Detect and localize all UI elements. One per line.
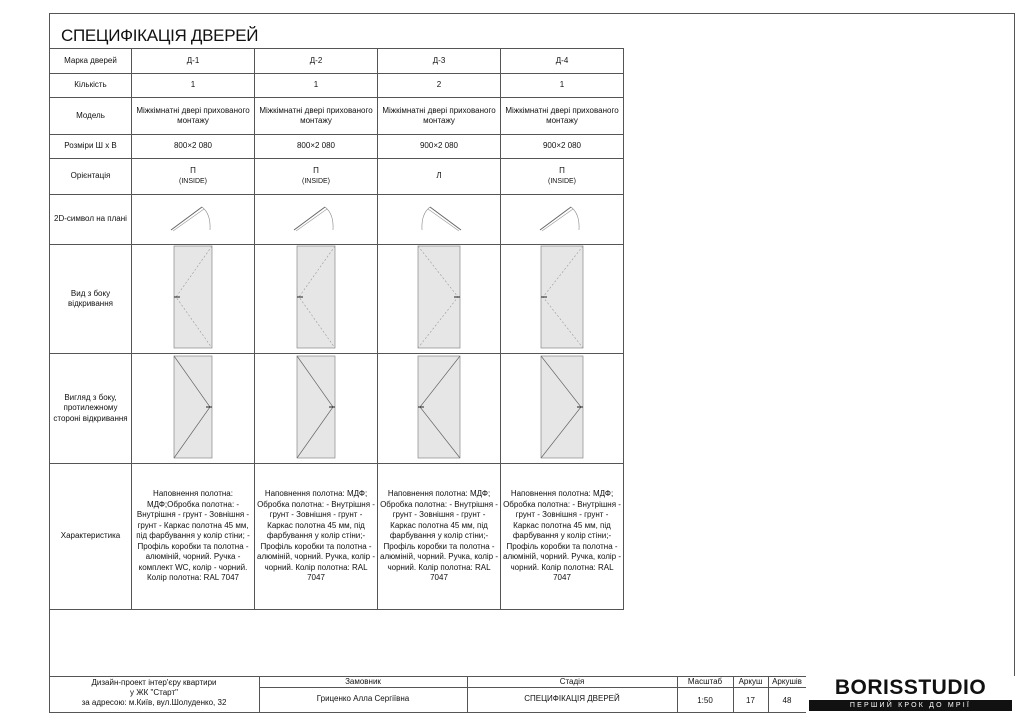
door-elevation-opposite: [296, 355, 336, 459]
project-line: у ЖК "Старт": [130, 688, 178, 697]
orient-sub: (INSIDE): [302, 177, 330, 185]
door-elevation-open-hinge-right: [540, 245, 584, 349]
qty-d1: 1: [132, 74, 255, 98]
door-plan-symbol-right: [168, 203, 218, 233]
orient-d2: [255, 159, 378, 195]
client-value: Гриценко Алла Сергіївна: [316, 694, 410, 703]
sheet-value: 17: [746, 696, 755, 705]
size-d3: 900×2 080: [378, 135, 501, 159]
label-symbol: 2D-символ на плані: [50, 195, 132, 245]
model-d2: Міжкімнатні двері прихованого монтажу: [255, 98, 378, 135]
row-qty: [50, 74, 624, 98]
door-plan-symbol-right: [537, 203, 587, 233]
symbol-d2: [255, 195, 378, 245]
row-view-open: [50, 245, 624, 354]
orient-d3: [378, 159, 501, 195]
stage-value: СПЕЦИФІКАЦІЯ ДВЕРЕЙ: [524, 694, 620, 703]
char-d3: Наповнення полотна: МДФ; Обробка полотна: - Внутрішня - грунт - Зовнішня - грунт - Каркас полотна 45 мм, під фарбування у колір стіни;- Профіль коробки та полотна - алюміній, чорний. Ручка, колір - чорний. Колір полотна: RAL 7047: [378, 464, 501, 610]
row-char: [50, 464, 624, 610]
sheet-label: Аркуш: [738, 677, 763, 686]
label-char: Характеристика: [50, 464, 132, 610]
scale-label: Масштаб: [687, 677, 723, 686]
model-d4: Міжкімнатні двері прихованого монтажу: [501, 98, 624, 135]
orient-value: П: [190, 166, 196, 175]
symbol-d1: [132, 195, 255, 245]
label-orient: Орієнтація: [50, 159, 132, 195]
page-title: СПЕЦИФІКАЦІЯ ДВЕРЕЙ: [61, 26, 259, 45]
label-model: Модель: [50, 98, 132, 135]
project-line: за адресою: м.Київ, вул.Шолуденко, 32: [81, 698, 227, 707]
logo-tagline: ПЕРШИЙ КРОК ДО МРІЇ: [809, 700, 1012, 711]
view-opposite-d4: [501, 354, 624, 464]
door-elevation-open-hinge-left: [417, 245, 461, 349]
view-opposite-d2: [255, 354, 378, 464]
door-elevation-opposite: [540, 355, 584, 459]
label-qty: Кількість: [50, 74, 132, 98]
door-plan-symbol-right: [291, 203, 341, 233]
door-elevation-open-hinge-right: [173, 245, 213, 349]
orient-sub: (INSIDE): [548, 177, 576, 185]
model-d3: Міжкімнатні двері прихованого монтажу: [378, 98, 501, 135]
size-d4: 900×2 080: [501, 135, 624, 159]
size-d2: 800×2 080: [255, 135, 378, 159]
qty-d3: 2: [378, 74, 501, 98]
studio-logo: [806, 676, 1015, 713]
sheets-value: 48: [782, 696, 792, 705]
orient-d1: [132, 159, 255, 195]
label-mark: Марка дверей: [50, 49, 132, 74]
mark-d3: Д-3: [378, 49, 501, 74]
mark-d2: Д-2: [255, 49, 378, 74]
door-elevation-opposite: [417, 355, 461, 459]
door-elevation-open-hinge-right: [296, 245, 336, 349]
view-opposite-d3: [378, 354, 501, 464]
orient-d4: [501, 159, 624, 195]
titleblock-row-line: [259, 687, 806, 688]
mark-d4: Д-4: [501, 49, 624, 74]
door-plan-symbol-left: [414, 203, 464, 233]
label-view-opposite: Вигляд з боку, протилежному стороні відкривання: [50, 354, 132, 464]
client-label: Замовник: [345, 677, 381, 686]
scale-value: 1:50: [697, 696, 713, 705]
label-size: Розміри Ш х В: [50, 135, 132, 159]
door-elevation-opposite: [173, 355, 213, 459]
row-symbol: [50, 195, 624, 245]
symbol-d3: [378, 195, 501, 245]
stage-label: Стадія: [559, 677, 585, 686]
row-view-opposite: [50, 354, 624, 464]
label-view-open: Вид з боку відкривання: [50, 245, 132, 354]
qty-d4: 1: [501, 74, 624, 98]
qty-d2: 1: [255, 74, 378, 98]
model-d1: Міжкімнатні двері прихованого монтажу: [132, 98, 255, 135]
symbol-d4: [501, 195, 624, 245]
sheets-label: Аркушів: [772, 677, 802, 686]
logo-name: BORISSTUDIO: [834, 676, 987, 699]
project-line: Дизайн-проект інтер'єру квартири: [91, 678, 217, 687]
row-mark: [50, 49, 624, 74]
size-d1: 800×2 080: [132, 135, 255, 159]
project-description: [49, 678, 259, 708]
mark-d1: Д-1: [132, 49, 255, 74]
view-opposite-d1: [132, 354, 255, 464]
char-d4: Наповнення полотна: МДФ; Обробка полотна: - Внутрішня - грунт - Зовнішня - грунт - Каркас полотна 45 мм, під фарбування у колір стіни;- Профіль коробки та полотна - алюміній, чорний. Ручка, колір - чорний. Колір полотна: RAL 7047: [501, 464, 624, 610]
view-open-d4: [501, 245, 624, 354]
view-open-d1: [132, 245, 255, 354]
view-open-d3: [378, 245, 501, 354]
view-open-d2: [255, 245, 378, 354]
row-model: [50, 98, 624, 135]
orient-value: Л: [436, 171, 442, 181]
orient-value: П: [313, 166, 319, 175]
orient-sub: (INSIDE): [179, 177, 207, 185]
char-d1: Наповнення полотна: МДФ;Обробка полотна: - Внутрішня - грунт - Зовнішня - грунт - Каркас полотна 45 мм, під фарбування у колір стіни; - Профіль коробки та полотна - алюміній, чорний. Ручка - комплект WC, колір - чорний. Колір полотна: RAL 7047: [132, 464, 255, 610]
orient-value: П: [559, 166, 565, 175]
row-orient: [50, 159, 624, 195]
door-spec-table: [49, 48, 624, 610]
char-d2: Наповнення полотна: МДФ; Обробка полотна: - Внутрішня - грунт - Зовнішня - грунт - Каркас полотна 45 мм, під фарбування у колір стіни;- Профіль коробки та полотна - алюміній, чорний. Ручка, колір - чорний. Колір полотна: RAL 7047: [255, 464, 378, 610]
row-size: [50, 135, 624, 159]
